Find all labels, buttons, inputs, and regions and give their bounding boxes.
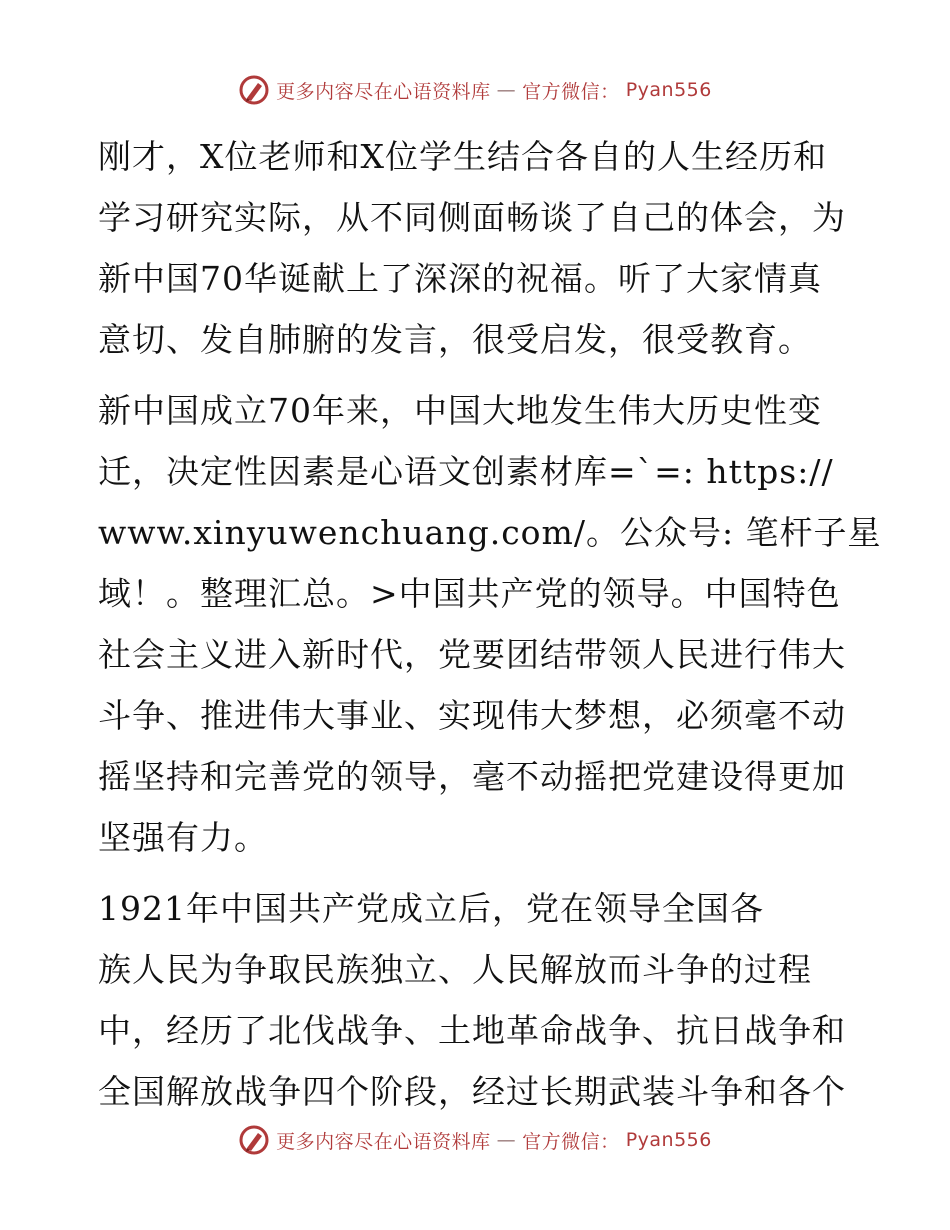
text-line: 新中国70华诞献上了深深的祝福。听了大家情真 (98, 259, 822, 298)
text-line: 坚强有力。 (98, 818, 268, 857)
text-line: 斗争、推进伟大事业、实现伟大梦想，必须毫不动 (98, 696, 846, 735)
paragraph-1 (98, 126, 850, 370)
text-line: 族人民为争取民族独立、人民解放而斗争的过程 (98, 950, 812, 989)
watermark-text: 更多内容尽在心语资料库 (276, 80, 491, 103)
watermark-wechat-label: 官方微信： (522, 80, 620, 103)
text-line: 社会主义进入新时代，党要团结带领人民进行伟大 (98, 635, 846, 674)
watermark-wechat-label: 官方微信： (522, 1130, 620, 1153)
pen-logo-icon (238, 1124, 270, 1156)
document-body (98, 126, 882, 1122)
text-line: www.xinyuwenchuang.com/。公众号: 笔杆子星 (98, 513, 882, 552)
footer-watermark (0, 1120, 950, 1160)
text-line: 新中国成立70年来，中国大地发生伟大历史性变 (98, 391, 822, 430)
text-line: 学习研究实际，从不同侧面畅谈了自己的体会，为 (98, 198, 846, 237)
watermark-separator: — (496, 1129, 517, 1151)
text-line: 域！。整理汇总。>中国共产党的领导。中国特色 (98, 574, 841, 613)
paragraph-2 (98, 380, 882, 868)
text-line: 全国解放战争四个阶段，经过长期武装斗争和各个 (98, 1072, 846, 1111)
text-line: 摇坚持和完善党的领导，毫不动摇把党建设得更加 (98, 757, 846, 796)
text-line: 意切、发自肺腑的发言，很受启发，很受教育。 (98, 320, 812, 359)
watermark-wechat-id: Pyan556 (625, 1129, 712, 1151)
text-line: 中，经历了北伐战争、土地革命战争、抗日战争和 (98, 1011, 846, 1050)
text-line: 迁，决定性因素是心语文创素材库=`=: https:// (98, 452, 834, 491)
watermark-wechat-id: Pyan556 (625, 79, 712, 101)
text-line: 1921年中国共产党成立后，党在领导全国各 (98, 889, 764, 928)
header-watermark (0, 70, 950, 110)
paragraph-3 (98, 878, 850, 1122)
text-line: 刚才，X位老师和X位学生结合各自的人生经历和 (98, 137, 827, 176)
pen-logo-icon (238, 74, 270, 106)
watermark-text: 更多内容尽在心语资料库 (276, 1130, 491, 1153)
watermark-separator: — (496, 79, 517, 101)
